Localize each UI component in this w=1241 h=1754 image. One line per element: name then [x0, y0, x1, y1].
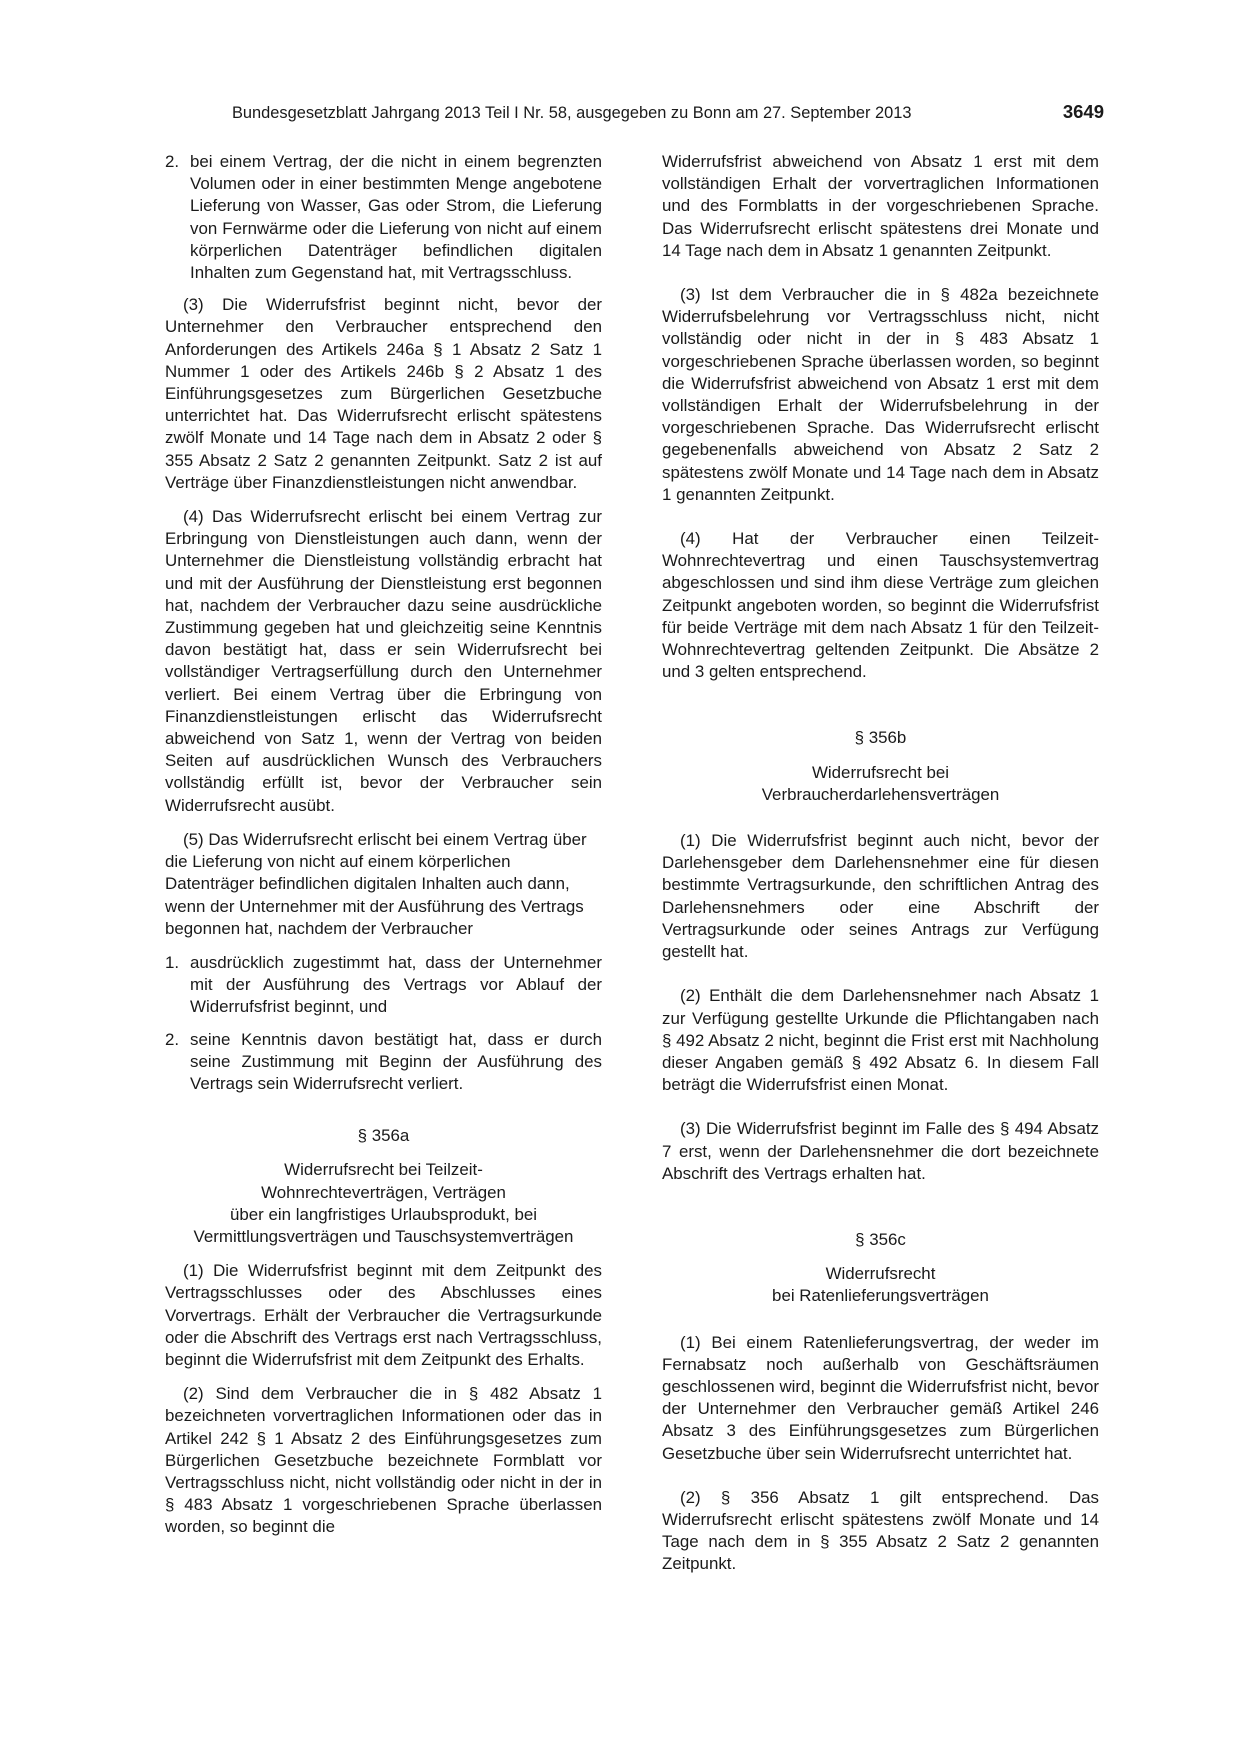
section-number-356b: § 356b	[854, 728, 907, 748]
s356a-paragraph-2: (2) Sind dem Verbraucher die in § 482 Absatz 1 bezeichneten vorvertraglichen Informationen oder das in Artikel 242 § 1 Absatz 2 des Einführungsgesetzes zum Bürgerlichen Gesetzbuche bezeichnete Formblatt vor Vertragsschluss nicht, nicht vollständig oder nicht in der in § 483 Absatz 1 vorgeschriebenen Sprache überlassen worden, so beginnt die	[165, 1384, 602, 1537]
s356a-paragraph-1: (1) Die Widerrufsfrist beginnt mit dem Zeitpunkt des Vertragsschlusses oder des Abschlusses eines Vorvertrags. Erhält der Verbraucher die Vertragsurkunde oder die Abschrift des Vertrags erst nach Vertragsschluss, beginnt die Widerrufsfrist mit dem Zeitpunkt des Erhalts.	[165, 1261, 602, 1369]
list-item-number: 2.	[165, 1029, 180, 1049]
list-item-text: bei einem Vertrag, der die nicht in einem begrenzten Volumen oder in einer bestimmten Menge angebotene Lieferung von Wasser, Gas oder Strom, die Lieferung von Fernwärme oder die Lieferung von nicht auf einem körperlichen Datenträger befindlichen digitalen Inhalten zum Gegenstand hat, mit Vertragsschluss.	[190, 152, 602, 283]
section-title-356b	[662, 762, 1099, 806]
section-title-line: Wohnrechteverträgen, Verträgen	[261, 1182, 506, 1202]
section-title-line: Verbraucherdarlehensverträgen	[761, 784, 1000, 804]
section-number-356a: § 356a	[357, 1126, 410, 1146]
list-item-text: ausdrücklich zugestimmt hat, dass der Unternehmer mit der Ausführung des Vertrags vor Ablauf der Widerrufsfrist beginnt, und	[190, 952, 602, 1017]
paragraph-5: (5) Das Widerrufsrecht erlischt bei einem Vertrag über die Lieferung von nicht auf einem körperlichen Datenträger befindlichen digitalen Inhalten auch dann, wenn der Unternehmer mit der Ausführung des Vertrags begonnen hat, nachdem der Verbraucher	[165, 829, 587, 938]
list-item-number: 1.	[165, 952, 180, 972]
section-title-line: über ein langfristiges Urlaubsprodukt, bei	[229, 1204, 538, 1224]
section-title-line: Vermittlungsverträgen und Tauschsystemverträgen	[193, 1226, 574, 1246]
list-item-number: 2.	[165, 152, 180, 171]
s356b-paragraph-1: (1) Die Widerrufsfrist beginnt auch nicht, bevor der Darlehensgeber dem Darlehensnehmer eine für diesen bestimmte Vertragsurkunde, den schriftlichen Antrag des Darlehensnehmers oder eine Abschrift der Vertragsurkunde oder seines Antrags zur Verfügung gestellt hat.	[662, 831, 1099, 962]
section-title-line: Widerrufsrecht bei Teilzeit-	[284, 1160, 483, 1180]
s356a-paragraph-3: (3) Ist dem Verbraucher die in § 482a bezeichnete Widerrufsbelehrung vor Vertragsschluss nicht, nicht vollständig oder nicht in der in § 483 Absatz 1 vorgeschriebenen Sprache überlassen worden, so beginnt die Widerrufsfrist abweichend von Absatz 1 erst mit dem vollständigen Erhalt der Widerrufsbelehrung in der vorgeschriebenen Sprache. Das Widerrufsrecht erlischt gegebenenfalls abweichend von Absatz 2 Satz 2 spätestens zwölf Monate und 14 Tage nach dem in Absatz 1 genannten Zeitpunkt.	[662, 285, 1099, 504]
s356b-paragraph-3: (3) Die Widerrufsfrist beginnt im Falle des § 494 Absatz 7 erst, wenn der Darlehensnehmer die dort bezeichnete Abschrift des Vertrags erhalten hat.	[662, 1119, 1099, 1183]
s356a-paragraph-2-continued: Widerrufsfrist abweichend von Absatz 1 erst mit dem vollständigen Erhalt der vorvertraglichen Informationen und des Formblatts in der vorgeschriebenen Sprache. Das Widerrufsrecht erlischt spätestens drei Monate und 14 Tage nach dem in Absatz 1 genannten Zeitpunkt.	[662, 152, 1099, 260]
paragraph-4: (4) Das Widerrufsrecht erlischt bei einem Vertrag zur Erbringung von Dienstleistungen auch dann, wenn der Unternehmer die Dienstleistung vollständig erbracht hat und mit der Ausführung der Dienstleistung erst begonnen hat, nachdem der Verbraucher dazu seine ausdrückliche Zustimmung gegeben hat und gleichzeitig seine Kenntnis davon bestätigt hat, dass er sein Widerrufsrecht bei vollständiger Vertragserfüllung durch den Unternehmer verliert. Bei einem Vertrag über die Erbringung von Finanzdienstleistungen erlischt das Widerrufsrecht abweichend von Satz 1, wenn der Vertrag von beiden Seiten auf ausdrücklichen Wunsch des Verbrauchers vollständig erfüllt ist, bevor der Verbraucher sein Widerrufsrecht ausübt.	[165, 507, 602, 815]
list-item	[165, 952, 602, 1019]
section-title-line: Widerrufsrecht bei	[811, 762, 950, 782]
right-column	[662, 151, 1099, 1598]
section-title-line: bei Ratenlieferungsverträgen	[772, 1286, 989, 1306]
section-title-356a	[165, 1159, 602, 1248]
section-title-356c	[662, 1263, 1099, 1307]
s356a-paragraph-4: (4) Hat der Verbraucher einen Teilzeit-Wohnrechtevertrag und einen Tauschsystemvertrag abgeschlossen und sind ihm diese Verträge zum gleichen Zeitpunkt angeboten worden, so beginnt die Widerrufsfrist für beide Verträge mit dem nach Absatz 1 für den Teilzeit-Wohnrechtevertrag geltenden Zeitpunkt. Die Absätze 2 und 3 gelten entsprechend.	[662, 529, 1099, 682]
s356c-paragraph-1: (1) Bei einem Ratenlieferungsvertrag, der weder im Fernabsatz noch außerhalb von Geschäftsräumen geschlossenen wird, beginnt die Widerrufsfrist nicht, bevor der Unternehmer den Verbraucher gemäß Artikel 246 Absatz 3 des Einführungsgesetzes zum Bürgerlichen Gesetzbuche über sein Widerrufsrecht unterrichtet hat.	[662, 1332, 1099, 1463]
section-number-356c: § 356c	[855, 1229, 906, 1249]
page-number: 3649	[1062, 101, 1104, 122]
running-title: Bundesgesetzblatt Jahrgang 2013 Teil I Nr. 58, ausgegeben zu Bonn am 27. September 2013	[232, 104, 912, 122]
list-item	[165, 1029, 602, 1096]
s356b-paragraph-2: (2) Enthält die dem Darlehensnehmer nach Absatz 1 zur Verfügung gestellte Urkunde die Pflichtangaben nach § 492 Absatz 2 nicht, beginnt die Frist erst mit Nachholung dieser Angaben gemäß § 492 Absatz 6. In diesem Fall beträgt die Widerrufsfrist einen Monat.	[662, 986, 1099, 1095]
page-header	[232, 101, 1104, 127]
section-title-line: Widerrufsrecht	[825, 1264, 936, 1284]
list-item	[165, 151, 602, 284]
paragraph-3: (3) Die Widerrufsfrist beginnt nicht, bevor der Unternehmer den Verbraucher entsprechend den Anforderungen des Artikels 246a § 1 Absatz 2 Satz 1 Nummer 1 oder des Artikels 246b § 2 Absatz 1 des Einführungsgesetzes zum Bürgerlichen Gesetzbuche unterrichtet hat. Das Widerrufsrecht erlischt spätestens zwölf Monate und 14 Tage nach dem in Absatz 2 oder § 355 Absatz 2 Satz 2 genannten Zeitpunkt. Satz 2 ist auf Verträge über Finanzdienstleistungen nicht anwendbar.	[165, 295, 602, 492]
list-item-text: seine Kenntnis davon bestätigt hat, dass er durch seine Zustimmung mit Beginn der Ausführung des Vertrags sein Widerrufsrecht verliert.	[190, 1029, 602, 1093]
left-column	[165, 151, 602, 1551]
s356c-paragraph-2: (2) § 356 Absatz 1 gilt entsprechend. Das Widerrufsrecht erlischt spätestens zwölf Monate und 14 Tage nach dem in § 355 Absatz 2 Satz 2 genannten Zeitpunkt.	[662, 1487, 1099, 1574]
